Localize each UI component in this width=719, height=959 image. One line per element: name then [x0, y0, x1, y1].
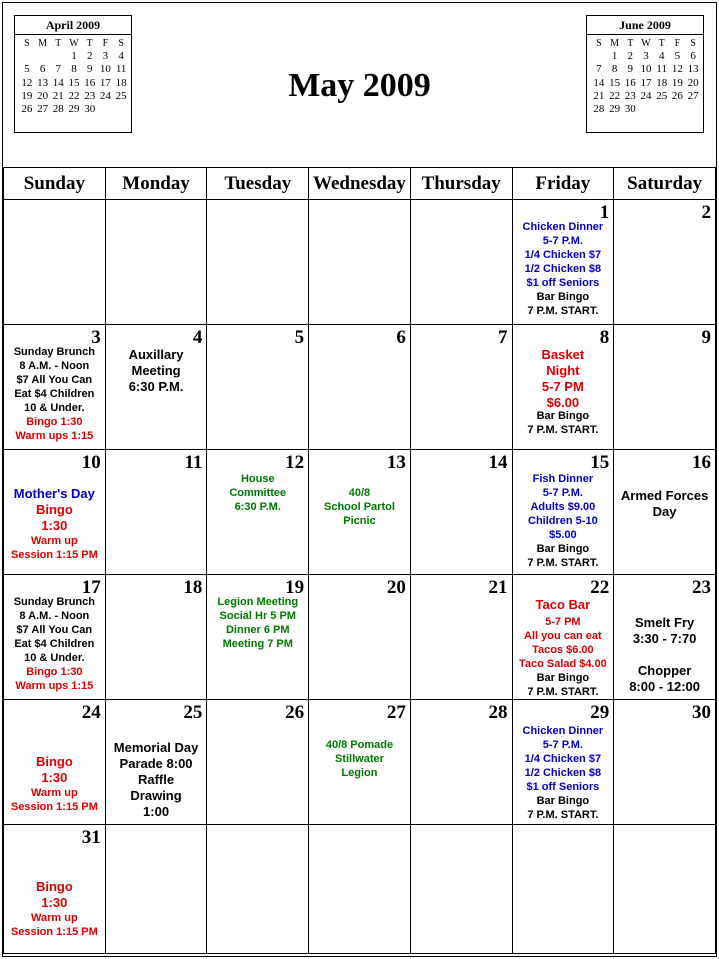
weekday-header-monday: Monday	[105, 168, 207, 200]
day-cell	[614, 450, 716, 575]
mini-day-number: 4	[658, 50, 665, 63]
mini-day-number	[654, 103, 670, 116]
mini-day-number: 4	[118, 50, 124, 63]
event-text: Bingo 1:30	[35, 879, 73, 910]
mini-day-number: 21	[52, 89, 64, 102]
day-cell	[512, 700, 614, 825]
event-text: Legion Meeting Social Hr 5 PM Dinner 6 PM Meeting 7 PM	[217, 596, 299, 650]
mini-day-number: 20	[37, 89, 49, 102]
day-cell	[309, 700, 411, 825]
day-cell	[105, 200, 207, 325]
mini-calendar-next-month	[586, 15, 704, 133]
event-text: Bingo 1:30	[35, 502, 73, 533]
day-number: 26	[285, 702, 305, 723]
mini-day-number: 16	[624, 76, 636, 89]
event-text: Basket Night 5-7 PM $6.00	[541, 347, 585, 410]
mini-day-number: 29	[609, 103, 621, 116]
day-cell	[410, 325, 512, 450]
day-cell	[207, 825, 309, 954]
day-cell	[105, 575, 207, 700]
mini-day-number: 9	[86, 63, 93, 76]
event-text: House Committee 6:30 P.M.	[229, 473, 287, 513]
day-cell	[207, 200, 309, 325]
day-cell	[614, 325, 716, 450]
day-cell	[207, 700, 309, 825]
mini-day-number: 20	[687, 76, 699, 89]
event-text: Bar Bingo 7 P.M. START.	[527, 291, 599, 317]
day-cell	[410, 200, 512, 325]
day-cell	[309, 450, 411, 575]
week-row	[4, 200, 716, 325]
mini-day-number: 21	[593, 89, 605, 102]
event-text: 40/8 School Partol Picnic	[324, 487, 395, 527]
mini-day-header: M	[38, 38, 48, 49]
mini-day-header: S	[596, 38, 602, 49]
mini-day-number: 26	[21, 103, 33, 116]
day-number: 9	[701, 327, 711, 348]
day-number: 10	[81, 452, 101, 473]
day-cell	[309, 825, 411, 954]
event-text: Bingo 1:30	[35, 754, 73, 785]
mini-day-number	[19, 50, 35, 63]
mini-day-number: 6	[39, 63, 46, 76]
mini-day-number: 25	[115, 89, 127, 102]
day-number: 14	[488, 452, 508, 473]
mini-day-number: 17	[640, 76, 652, 89]
week-row	[4, 450, 716, 575]
day-number: 3	[91, 327, 101, 348]
weekday-header-sunday: Sunday	[4, 168, 106, 200]
mini-day-number: 27	[687, 89, 699, 102]
event-text: Warm up Session 1:15 PM	[10, 535, 98, 561]
week-row	[4, 825, 716, 954]
day-number: 4	[192, 327, 203, 348]
day-number: 30	[692, 702, 711, 723]
day-number: 1	[599, 202, 610, 223]
day-cell	[614, 200, 716, 325]
day-number: 28	[488, 702, 508, 723]
mini-day-number: 25	[656, 89, 668, 102]
day-number: 13	[386, 452, 406, 473]
mini-day-header: S	[690, 38, 696, 49]
mini-day-header: T	[55, 38, 62, 49]
mini-day-number: 8	[611, 63, 618, 76]
mini-day-number: 10	[99, 63, 111, 76]
day-cell	[410, 450, 512, 575]
mini-day-header: F	[674, 38, 681, 49]
event-text: Mother's Day	[13, 486, 95, 501]
mini-calendar-title: June 2009	[587, 16, 703, 35]
mini-day-number: 1	[71, 50, 77, 63]
day-cell	[207, 325, 309, 450]
day-cell	[410, 575, 512, 700]
mini-day-number: 24	[640, 89, 652, 102]
event-text: Warm up Session 1:15 PM	[10, 912, 98, 938]
mini-day-number: 16	[84, 76, 96, 89]
day-number: 29	[590, 702, 610, 723]
mini-day-header: W	[641, 38, 651, 49]
mini-day-number: 7	[596, 63, 602, 76]
mini-day-number: 5	[674, 50, 681, 63]
day-number: 18	[183, 577, 203, 598]
day-cell	[512, 450, 614, 575]
day-cell	[207, 450, 309, 575]
day-cell	[614, 825, 716, 954]
mini-day-number	[685, 103, 701, 116]
event-text: Warm up Session 1:15 PM	[10, 787, 98, 813]
mini-day-number: 23	[84, 89, 96, 102]
event-text: Chicken Dinner 5-7 P.M. 1/4 Chicken $7 1/2 Chicken $8 $1 off Seniors	[522, 725, 604, 793]
weekday-header-row	[4, 168, 716, 200]
mini-day-number: 10	[640, 63, 652, 76]
mini-day-number: 13	[687, 63, 699, 76]
mini-day-number: 19	[671, 76, 683, 89]
day-cell	[309, 325, 411, 450]
day-cell	[614, 575, 716, 700]
day-number: 17	[81, 577, 101, 598]
mini-day-number: 5	[24, 63, 30, 76]
day-cell	[4, 700, 106, 825]
mini-day-number	[35, 50, 51, 63]
mini-day-number: 19	[21, 89, 33, 102]
day-cell	[410, 825, 512, 954]
mini-day-number: 26	[671, 89, 683, 102]
mini-day-number: 9	[627, 63, 634, 76]
event-text: Fish Dinner 5-7 P.M. Adults $9.00 Children 5-10 $5.00	[528, 473, 598, 541]
mini-day-number: 3	[102, 50, 109, 63]
day-number: 27	[386, 702, 406, 723]
mini-day-number: 2	[627, 50, 634, 63]
day-number: 11	[184, 452, 203, 473]
mini-day-number: 3	[643, 50, 649, 63]
mini-day-number	[591, 50, 607, 63]
month-grid	[3, 167, 716, 954]
mini-day-number: 24	[99, 89, 111, 102]
day-number: 2	[701, 202, 711, 223]
event-text: Chopper 8:00 - 12:00	[629, 663, 701, 694]
mini-day-number: 12	[671, 63, 683, 76]
mini-day-number: 15	[68, 76, 80, 89]
day-number: 16	[692, 452, 711, 473]
mini-day-number: 2	[86, 50, 93, 63]
mini-day-number: 13	[37, 76, 49, 89]
weekday-header-friday: Friday	[512, 168, 614, 200]
mini-day-number: 27	[37, 103, 49, 116]
mini-day-header: T	[627, 38, 634, 49]
week-row	[4, 700, 716, 825]
event-text: Bar Bingo 7 P.M. START.	[527, 672, 599, 698]
mini-day-number: 28	[593, 103, 605, 116]
day-number: 20	[386, 577, 406, 598]
weekday-header-saturday: Saturday	[614, 168, 716, 200]
day-number: 24	[81, 702, 101, 723]
day-number: 25	[183, 702, 203, 723]
day-cell	[4, 200, 106, 325]
event-text: Chicken Dinner 5-7 P.M. 1/4 Chicken $7 1/2 Chicken $8 $1 off Seniors	[522, 221, 604, 289]
event-text: Bar Bingo 7 P.M. START.	[527, 543, 599, 569]
mini-day-header: M	[610, 38, 620, 49]
day-number: 22	[590, 577, 610, 598]
event-text: Bar Bingo 7 P.M. START.	[527, 410, 599, 436]
day-cell	[309, 200, 411, 325]
day-number: 12	[285, 452, 305, 473]
mini-day-number: 18	[115, 76, 127, 89]
mini-day-number: 30	[624, 103, 636, 116]
week-row	[4, 325, 716, 450]
mini-day-number: 30	[84, 103, 96, 116]
page-title: May 2009	[288, 67, 431, 104]
weekday-header-wednesday: Wednesday	[309, 168, 411, 200]
mini-day-header: S	[24, 38, 30, 49]
mini-day-number	[50, 50, 66, 63]
weekday-header-thursday: Thursday	[410, 168, 512, 200]
day-number: 8	[599, 327, 610, 348]
mini-day-number: 23	[624, 89, 636, 102]
calendar-header	[3, 3, 716, 167]
day-cell	[105, 325, 207, 450]
event-text: 5-7 PM All you can eat Tacos $6.00 Taco Salad $4.00	[518, 616, 607, 670]
event-text: Bar Bingo 7 P.M. START.	[527, 795, 599, 821]
mini-calendar-grid	[587, 35, 703, 116]
day-cell	[207, 575, 309, 700]
event-text: Smelt Fry 3:30 - 7:70	[632, 615, 697, 646]
day-number: 19	[285, 577, 305, 598]
day-cell	[512, 325, 614, 450]
mini-day-number: 1	[611, 50, 618, 63]
event-text: Bingo 1:30 Warm ups 1:15	[15, 416, 94, 442]
day-number: 23	[692, 577, 711, 598]
day-cell	[512, 575, 614, 700]
day-number: 31	[81, 827, 101, 848]
mini-day-header: W	[69, 38, 79, 49]
mini-day-number: 8	[71, 63, 77, 76]
day-cell	[105, 700, 207, 825]
event-text: Sunday Brunch 8 A.M. - Noon $7 All You Can Eat $4 Children 10 & Under.	[13, 596, 95, 664]
mini-day-number: 7	[55, 63, 62, 76]
day-cell	[4, 450, 106, 575]
day-number: 21	[488, 577, 508, 598]
event-text: 40/8 Pomade Stillwater Legion	[325, 739, 394, 779]
event-text: Memorial Day Parade 8:00 Raffle Drawing 1:00	[113, 740, 199, 819]
day-number: 6	[396, 327, 406, 348]
mini-day-number: 17	[99, 76, 111, 89]
mini-day-number	[638, 103, 654, 116]
mini-day-header: T	[86, 38, 93, 49]
event-text: Armed Forces Day	[620, 488, 709, 519]
calendar-page	[2, 2, 717, 957]
day-number: 5	[294, 327, 305, 348]
day-cell	[4, 325, 106, 450]
mini-day-number: 28	[52, 103, 64, 116]
mini-day-number: 14	[52, 76, 64, 89]
mini-day-header: F	[102, 38, 109, 49]
mini-day-number: 22	[609, 89, 621, 102]
day-cell	[105, 450, 207, 575]
mini-day-number: 11	[656, 63, 667, 76]
event-text: Sunday Brunch 8 A.M. - Noon $7 All You Can Eat $4 Children 10 & Under.	[13, 346, 95, 414]
mini-day-header: T	[658, 38, 665, 49]
mini-day-number: 22	[68, 89, 80, 102]
mini-day-number	[670, 103, 686, 116]
mini-day-number: 29	[68, 103, 80, 116]
mini-day-number: 11	[115, 63, 127, 76]
week-row	[4, 575, 716, 700]
day-cell	[512, 825, 614, 954]
mini-day-header: S	[118, 38, 124, 49]
day-cell	[410, 700, 512, 825]
day-cell	[4, 575, 106, 700]
mini-day-number: 12	[21, 76, 33, 89]
day-number: 7	[498, 327, 508, 348]
mini-day-number: 18	[656, 76, 668, 89]
mini-day-number: 6	[690, 50, 696, 63]
day-cell	[512, 200, 614, 325]
day-cell	[105, 825, 207, 954]
event-text: Auxillary Meeting 6:30 P.M.	[128, 347, 184, 394]
mini-day-number: 15	[609, 76, 621, 89]
day-cell	[309, 575, 411, 700]
event-text: Bingo 1:30 Warm ups 1:15	[15, 666, 94, 692]
event-text: Taco Bar	[535, 597, 591, 612]
day-number: 15	[590, 452, 610, 473]
day-cell	[4, 825, 106, 954]
mini-day-number: 14	[593, 76, 605, 89]
weekday-header-tuesday: Tuesday	[207, 168, 309, 200]
day-cell	[614, 700, 716, 825]
mini-calendar-title: April 2009	[15, 16, 131, 35]
